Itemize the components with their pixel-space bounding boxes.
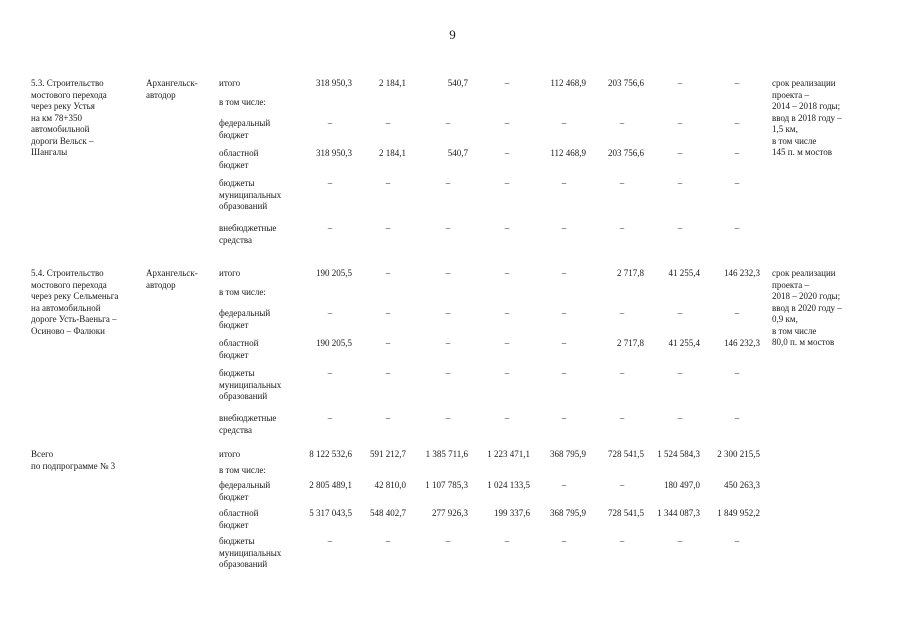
- table-cell-value: 728 541,5: [608, 508, 644, 518]
- table-cell-value: 540,7: [447, 78, 468, 88]
- note-line: 145 п. м мостов: [772, 147, 832, 157]
- project-name-line: Шангалы: [31, 147, 68, 157]
- note-line: в том числе: [772, 325, 817, 336]
- note-line: срок реализации: [772, 78, 836, 88]
- table-cell-value: 2 300 215,5: [717, 449, 760, 459]
- row-label-line: бюджет: [219, 349, 249, 360]
- row-label-line: бюджеты: [219, 368, 255, 378]
- row-label-line: средства: [219, 234, 253, 245]
- table-cell-value: 5 317 043,5: [309, 508, 352, 518]
- row-label-line: муниципальных: [219, 379, 282, 390]
- table-cell-dash: –: [445, 368, 451, 378]
- table-cell-dash: –: [385, 268, 391, 278]
- row-label-line: федеральный: [219, 118, 271, 128]
- project-name-line: 5.3. Строительство: [31, 78, 104, 88]
- table-cell-value: 199 337,6: [494, 508, 530, 518]
- note-line: ввод в 2018 году –: [772, 112, 842, 123]
- row-label-line: областной: [219, 148, 259, 158]
- table-cell-value: 1 223 471,1: [487, 449, 530, 459]
- row-label-line: внебюджетные: [219, 223, 277, 233]
- table-cell-dash: –: [734, 368, 740, 378]
- row-label-line: бюджеты: [219, 536, 255, 546]
- table-cell-dash: –: [385, 413, 391, 423]
- note-line: проекта –: [772, 279, 809, 290]
- table-cell-value: 277 926,3: [432, 508, 468, 518]
- table-cell-value: 180 497,0: [664, 480, 700, 490]
- row-label-line: в том числе:: [219, 465, 266, 475]
- table-cell-dash: –: [504, 118, 510, 128]
- table-cell-dash: –: [445, 308, 451, 318]
- note-line: ввод в 2020 году –: [772, 302, 842, 313]
- table-cell-value: 2 805 489,1: [309, 480, 352, 490]
- table-cell-dash: –: [561, 223, 567, 233]
- table-cell-value: 2 717,8: [617, 268, 644, 278]
- table-cell-value: 1 849 952,2: [717, 508, 760, 518]
- table-cell-value: 112 468,9: [550, 78, 586, 88]
- table-cell-dash: –: [734, 308, 740, 318]
- table-cell-value: 548 402,7: [370, 508, 406, 518]
- table-cell-value: 1 524 584,3: [657, 449, 700, 459]
- table-cell-dash: –: [385, 308, 391, 318]
- project-name-line: дороги Вельск –: [31, 135, 94, 146]
- note-line: 2014 – 2018 годы;: [772, 101, 841, 111]
- row-label-line: итого: [219, 449, 241, 459]
- table-cell-dash: –: [619, 178, 625, 188]
- table-cell-dash: –: [561, 178, 567, 188]
- table-cell-value: 190 205,5: [316, 338, 352, 348]
- table-cell-dash: –: [734, 148, 740, 158]
- row-label-line: в том числе:: [219, 287, 266, 297]
- table-cell-dash: –: [619, 368, 625, 378]
- project-name-line: Осиново – Фалюки: [31, 325, 105, 336]
- table-cell-dash: –: [385, 118, 391, 128]
- table-cell-value: 112 468,9: [550, 148, 586, 158]
- table-cell-dash: –: [677, 148, 683, 158]
- table-cell-dash: –: [561, 118, 567, 128]
- table-cell-dash: –: [445, 223, 451, 233]
- note-line: 80,0 п. м мостов: [772, 337, 835, 347]
- table-cell-dash: –: [327, 308, 333, 318]
- table-cell-value: 591 212,7: [370, 449, 406, 459]
- table-cell-dash: –: [504, 178, 510, 188]
- table-cell-dash: –: [561, 308, 567, 318]
- table-cell-value: 318 950,3: [316, 78, 352, 88]
- project-name-line: на автомобильной: [31, 302, 101, 313]
- table-cell-dash: –: [504, 148, 510, 158]
- table-cell-dash: –: [327, 368, 333, 378]
- project-name-line: автомобильной: [31, 124, 90, 134]
- table-cell-dash: –: [385, 536, 391, 546]
- row-label-line: в том числе:: [219, 97, 266, 107]
- executor-line: Архангельск-: [146, 268, 198, 278]
- table-cell-dash: –: [385, 223, 391, 233]
- table-cell-value: 146 232,3: [724, 338, 760, 348]
- table-cell-dash: –: [677, 368, 683, 378]
- row-label-line: внебюджетные: [219, 413, 277, 423]
- row-label-line: федеральный: [219, 308, 271, 318]
- executor-line: Архангельск-: [146, 78, 198, 88]
- table-cell-value: 368 795,9: [550, 508, 586, 518]
- row-label-line: бюджеты: [219, 178, 255, 188]
- row-label-line: бюджет: [219, 159, 249, 170]
- table-cell-value: 41 255,4: [668, 268, 700, 278]
- row-label-line: бюджет: [219, 319, 249, 330]
- project-name-line: дороге Усть-Ваеньга –: [31, 314, 117, 324]
- table-cell-dash: –: [734, 118, 740, 128]
- table-cell-value: 190 205,5: [316, 268, 352, 278]
- table-cell-dash: –: [561, 536, 567, 546]
- project-name-line: мостового перехода: [31, 279, 107, 290]
- table-cell-dash: –: [504, 536, 510, 546]
- table-cell-value: 1 024 133,5: [487, 480, 530, 490]
- project-name-line: 5.4. Строительство: [31, 268, 104, 278]
- table-cell-value: 2 717,8: [617, 338, 644, 348]
- table-cell-dash: –: [677, 536, 683, 546]
- table-cell-dash: –: [385, 368, 391, 378]
- table-cell-dash: –: [327, 413, 333, 423]
- table-cell-dash: –: [327, 536, 333, 546]
- project-name-line: Всего: [31, 449, 54, 459]
- table-cell-dash: –: [385, 338, 391, 348]
- note-line: срок реализации: [772, 268, 836, 278]
- table-cell-value: 42 810,0: [374, 480, 406, 490]
- executor-line: автодор: [146, 279, 176, 290]
- table-cell-dash: –: [445, 338, 451, 348]
- table-cell-dash: –: [734, 78, 740, 88]
- table-cell-dash: –: [385, 178, 391, 188]
- table-cell-dash: –: [561, 368, 567, 378]
- table-cell-value: 450 263,3: [724, 480, 760, 490]
- table-cell-dash: –: [504, 368, 510, 378]
- table-cell-dash: –: [445, 413, 451, 423]
- table-cell-dash: –: [619, 223, 625, 233]
- row-label-line: бюджет: [219, 129, 249, 140]
- row-label-line: бюджет: [219, 491, 249, 502]
- table-cell-value: 203 756,6: [608, 78, 644, 88]
- row-label-line: итого: [219, 78, 241, 88]
- table-cell-dash: –: [445, 178, 451, 188]
- table-cell-dash: –: [504, 268, 510, 278]
- row-label-line: муниципальных: [219, 189, 282, 200]
- table-cell-value: 368 795,9: [550, 449, 586, 459]
- table-cell-value: 203 756,6: [608, 148, 644, 158]
- table-cell-value: 728 541,5: [608, 449, 644, 459]
- project-name-line: мостового перехода: [31, 89, 107, 100]
- table-cell-value: 1 107 785,3: [425, 480, 468, 490]
- table-cell-dash: –: [561, 413, 567, 423]
- table-cell-dash: –: [327, 223, 333, 233]
- table-cell-dash: –: [677, 118, 683, 128]
- row-label-line: образований: [219, 201, 268, 211]
- note-line: в том числе: [772, 135, 817, 146]
- row-label-line: федеральный: [219, 480, 271, 490]
- table-cell-value: 1 344 087,3: [657, 508, 700, 518]
- row-label-line: областной: [219, 508, 259, 518]
- table-cell-dash: –: [504, 413, 510, 423]
- page-number: 9: [449, 27, 456, 42]
- table-cell-dash: –: [619, 308, 625, 318]
- note-line: 2018 – 2020 годы;: [772, 291, 841, 301]
- table-cell-value: 318 950,3: [316, 148, 352, 158]
- table-cell-dash: –: [619, 118, 625, 128]
- row-label-line: муниципальных: [219, 547, 282, 558]
- table-cell-dash: –: [327, 178, 333, 188]
- table-cell-value: 1 385 711,6: [425, 449, 468, 459]
- row-label-line: образований: [219, 559, 268, 569]
- row-label-line: бюджет: [219, 519, 249, 530]
- table-cell-dash: –: [327, 118, 333, 128]
- project-name-line: на км 78+350: [31, 112, 82, 123]
- table-cell-dash: –: [445, 536, 451, 546]
- table-cell-dash: –: [734, 536, 740, 546]
- table-cell-value: 8 122 532,6: [309, 449, 352, 459]
- table-cell-dash: –: [504, 338, 510, 348]
- table-cell-dash: –: [504, 78, 510, 88]
- table-cell-dash: –: [734, 413, 740, 423]
- note-line: 0,9 км,: [772, 314, 798, 324]
- table-cell-dash: –: [561, 480, 567, 490]
- project-name-line: через реку Устья: [31, 101, 95, 111]
- row-label-line: итого: [219, 268, 241, 278]
- note-line: проекта –: [772, 89, 809, 100]
- table-cell-dash: –: [445, 268, 451, 278]
- table-cell-dash: –: [504, 223, 510, 233]
- row-label-line: образований: [219, 391, 268, 401]
- table-cell-dash: –: [445, 118, 451, 128]
- project-name-line: через реку Сельменьга: [31, 291, 119, 301]
- row-label-line: средства: [219, 424, 253, 435]
- table-cell-value: 146 232,3: [724, 268, 760, 278]
- table-cell-dash: –: [504, 308, 510, 318]
- note-line: 1,5 км,: [772, 124, 798, 134]
- table-cell-dash: –: [619, 536, 625, 546]
- project-name-line: по подпрограмме № 3: [31, 460, 116, 471]
- table-cell-dash: –: [677, 223, 683, 233]
- table-cell-dash: –: [734, 178, 740, 188]
- table-cell-value: 41 255,4: [668, 338, 700, 348]
- table-cell-dash: –: [734, 223, 740, 233]
- row-label-line: областной: [219, 338, 259, 348]
- table-cell-dash: –: [561, 338, 567, 348]
- table-cell-dash: –: [619, 413, 625, 423]
- table-cell-dash: –: [677, 178, 683, 188]
- table-cell-value: 2 184,1: [379, 148, 406, 158]
- table-cell-value: 540,7: [447, 148, 468, 158]
- table-cell-dash: –: [677, 308, 683, 318]
- executor-line: автодор: [146, 89, 176, 100]
- table-cell-dash: –: [561, 268, 567, 278]
- table-cell-value: 2 184,1: [379, 78, 406, 88]
- table-cell-dash: –: [619, 480, 625, 490]
- table-cell-dash: –: [677, 413, 683, 423]
- table-cell-dash: –: [677, 78, 683, 88]
